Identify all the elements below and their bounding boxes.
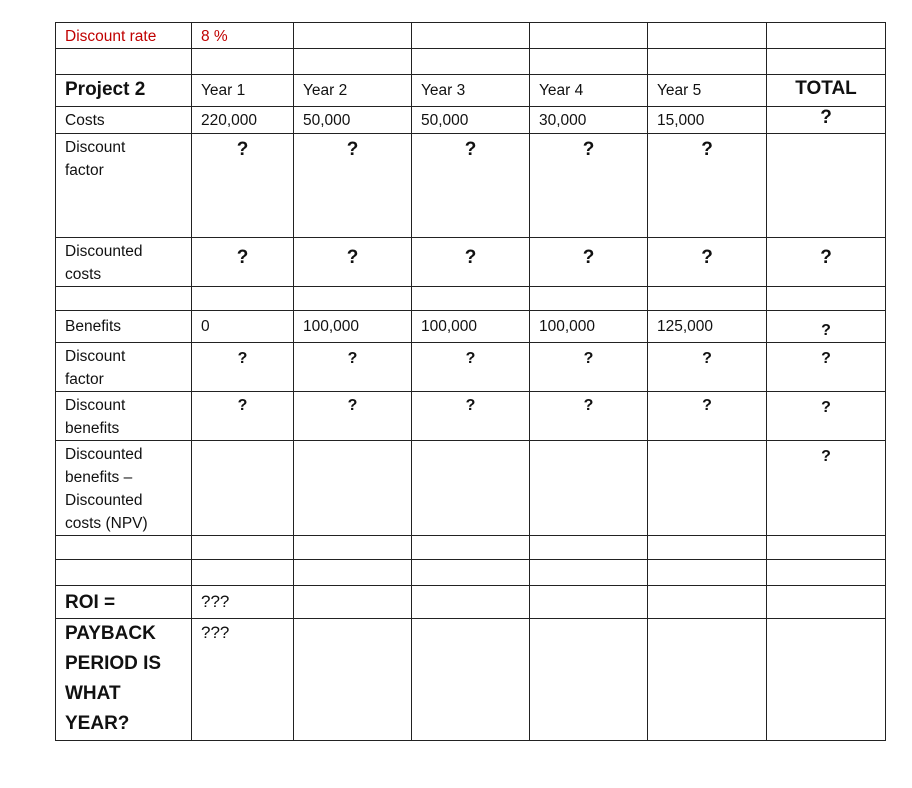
- discount-benefits-total: ?: [767, 392, 886, 441]
- year-2-header: Year 2: [294, 75, 412, 107]
- spacer-row: [56, 287, 886, 311]
- empty-cell: [648, 619, 767, 741]
- costs-year-3: 50,000: [412, 107, 530, 134]
- empty-cell: [294, 619, 412, 741]
- spacer-row: [56, 560, 886, 586]
- roi-row: [56, 586, 886, 619]
- empty-cell: [648, 23, 767, 49]
- benefits-row: [56, 311, 886, 343]
- empty-cell: [294, 23, 412, 49]
- npv-year-1: [192, 441, 294, 536]
- benefits-year-4: 100,000: [530, 311, 648, 343]
- empty-cell: [530, 619, 648, 741]
- discount-benefits-year-2: ?: [294, 392, 412, 441]
- spacer-row: [56, 536, 886, 560]
- benefits-total: ?: [767, 311, 886, 343]
- discount-factor-costs-row: [56, 134, 886, 238]
- empty-cell: [294, 586, 412, 619]
- discount-factor-costs-total: [767, 134, 886, 238]
- discount-factor-benefits-row: [56, 343, 886, 392]
- discount-factor-costs-year-1: ?: [192, 134, 294, 238]
- empty-cell: [412, 23, 530, 49]
- year-5-header: Year 5: [648, 75, 767, 107]
- costs-year-2: 50,000: [294, 107, 412, 134]
- project-title: Project 2: [56, 75, 192, 107]
- discount-factor-benefits-label: Discount factor: [56, 343, 192, 392]
- discounted-costs-row: [56, 238, 886, 287]
- discount-factor-costs-label: Discount factor: [56, 134, 192, 238]
- payback-label: PAYBACK PERIOD IS WHAT YEAR?: [56, 619, 192, 741]
- discount-factor-benefits-year-5: ?: [648, 343, 767, 392]
- discount-rate-row: [56, 23, 886, 49]
- year-3-header: Year 3: [412, 75, 530, 107]
- discount-factor-benefits-year-3: ?: [412, 343, 530, 392]
- npv-year-4: [530, 441, 648, 536]
- benefits-year-5: 125,000: [648, 311, 767, 343]
- npv-year-3: [412, 441, 530, 536]
- npv-label: Discounted benefits – Discounted costs (NPV): [56, 441, 192, 536]
- discount-benefits-year-3: ?: [412, 392, 530, 441]
- npv-row: [56, 441, 886, 536]
- empty-cell: [767, 23, 886, 49]
- discounted-costs-total: ?: [767, 238, 886, 287]
- costs-row: [56, 107, 886, 134]
- empty-cell: [530, 586, 648, 619]
- discount-benefits-year-1: ?: [192, 392, 294, 441]
- empty-cell: [412, 586, 530, 619]
- discount-benefits-row: [56, 392, 886, 441]
- empty-cell: [767, 586, 886, 619]
- year-1-header: Year 1: [192, 75, 294, 107]
- discount-factor-costs-year-3: ?: [412, 134, 530, 238]
- empty-cell: [648, 586, 767, 619]
- benefits-year-1: 0: [192, 311, 294, 343]
- payback-value: ???: [192, 619, 294, 741]
- spacer-row: [56, 49, 886, 75]
- discount-factor-benefits-total: ?: [767, 343, 886, 392]
- discounted-costs-year-3: ?: [412, 238, 530, 287]
- discounted-costs-year-4: ?: [530, 238, 648, 287]
- header-row: [56, 75, 886, 107]
- discounted-costs-year-5: ?: [648, 238, 767, 287]
- discount-factor-benefits-year-1: ?: [192, 343, 294, 392]
- empty-cell: [530, 23, 648, 49]
- roi-label: ROI =: [56, 586, 192, 619]
- discount-benefits-year-4: ?: [530, 392, 648, 441]
- discounted-costs-year-2: ?: [294, 238, 412, 287]
- costs-year-4: 30,000: [530, 107, 648, 134]
- discount-benefits-label: Discount benefits: [56, 392, 192, 441]
- discount-factor-costs-year-5: ?: [648, 134, 767, 238]
- discount-factor-benefits-year-2: ?: [294, 343, 412, 392]
- discounted-costs-year-1: ?: [192, 238, 294, 287]
- discount-rate-value: 8 %: [192, 23, 294, 49]
- total-header: TOTAL: [767, 75, 886, 107]
- year-4-header: Year 4: [530, 75, 648, 107]
- costs-total: ?: [767, 107, 886, 134]
- empty-cell: [412, 619, 530, 741]
- roi-value: ???: [192, 586, 294, 619]
- npv-worksheet-table: [55, 22, 886, 741]
- discount-factor-benefits-year-4: ?: [530, 343, 648, 392]
- discount-factor-costs-year-2: ?: [294, 134, 412, 238]
- discounted-costs-label: Discounted costs: [56, 238, 192, 287]
- costs-year-1: 220,000: [192, 107, 294, 134]
- discount-benefits-year-5: ?: [648, 392, 767, 441]
- payback-row: [56, 619, 886, 741]
- npv-total: ?: [767, 441, 886, 536]
- empty-cell: [767, 619, 886, 741]
- benefits-label: Benefits: [56, 311, 192, 343]
- discount-rate-label: Discount rate: [56, 23, 192, 49]
- benefits-year-3: 100,000: [412, 311, 530, 343]
- costs-label: Costs: [56, 107, 192, 134]
- costs-year-5: 15,000: [648, 107, 767, 134]
- npv-year-5: [648, 441, 767, 536]
- benefits-year-2: 100,000: [294, 311, 412, 343]
- discount-factor-costs-year-4: ?: [530, 134, 648, 238]
- npv-year-2: [294, 441, 412, 536]
